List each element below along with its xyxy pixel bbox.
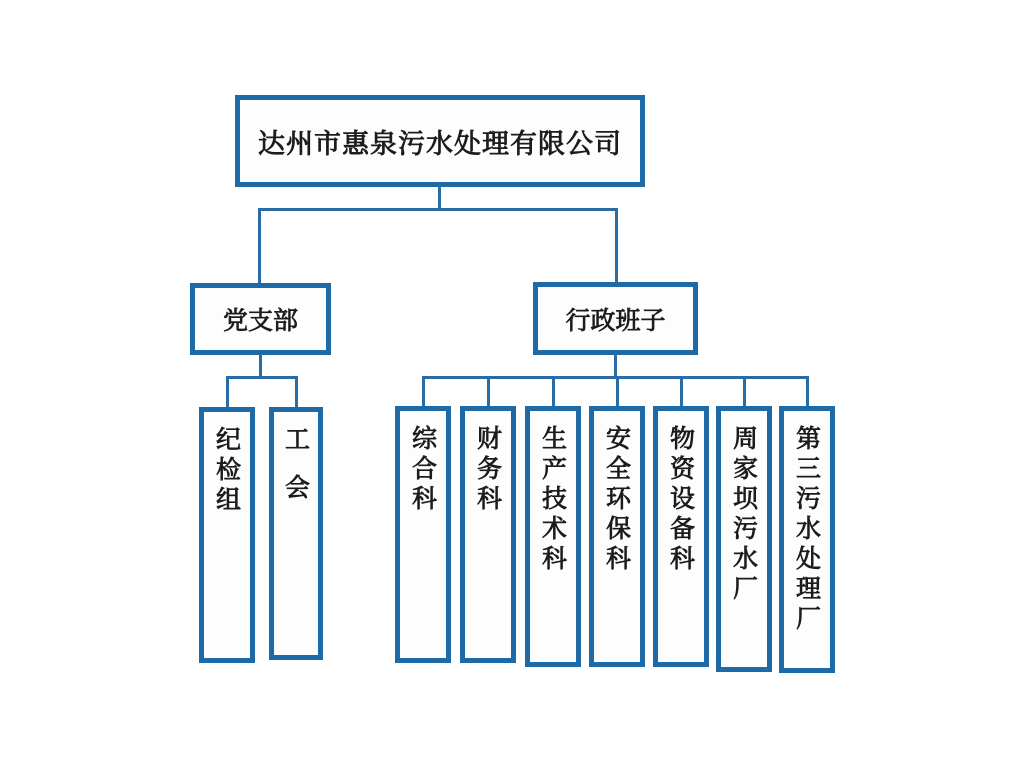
discipline-inspection-label: 纪检组 (212, 426, 242, 516)
org-box-discipline-inspection-group (199, 407, 255, 663)
org-box-admin-team (533, 282, 698, 355)
org-box-labor-union (269, 407, 323, 660)
production-tech-dept-label: 生产技术科 (538, 425, 568, 575)
org-box-company (235, 95, 645, 187)
connector-union-drop (295, 376, 298, 408)
connector-dept4-drop (616, 376, 619, 407)
company-label: 达州市惠泉污水处理有限公司 (258, 128, 622, 160)
connector-dept2-drop (487, 376, 490, 407)
general-dept-label: 综合科 (408, 425, 438, 515)
org-box-third-sewage-treatment-plant (779, 406, 835, 673)
org-box-party-branch (190, 283, 331, 355)
admin-team-label: 行政班子 (565, 305, 666, 335)
org-box-general-dept (395, 406, 451, 663)
labor-union-label: 工会 (281, 426, 311, 522)
connector-dept7-drop (806, 376, 809, 407)
finance-dept-label: 财务科 (473, 425, 503, 515)
party-branch-label: 党支部 (222, 306, 298, 335)
connector-dept5-drop (680, 376, 683, 407)
org-box-safety-environment-dept (589, 406, 645, 667)
safety-environment-dept-label: 安全环保科 (602, 425, 632, 575)
zhoujiaba-sewage-plant-label: 周家坝污水厂 (729, 425, 759, 605)
org-box-materials-equipment-dept (653, 406, 709, 667)
org-box-finance-dept (460, 406, 516, 663)
org-box-production-tech-dept (525, 406, 581, 667)
org-box-zhoujiaba-sewage-plant (716, 406, 772, 672)
connector-discipline-drop (226, 376, 229, 408)
connector-dept1-drop (422, 376, 425, 407)
connector-dept3-drop (552, 376, 555, 407)
connector-party-drop (258, 208, 261, 284)
third-sewage-treatment-plant-label: 第三污水处理厂 (792, 425, 822, 635)
materials-equipment-dept-label: 物资设备科 (666, 425, 696, 575)
connector-admin-drop (615, 208, 618, 283)
connector-dept6-drop (743, 376, 746, 407)
connector-level2-horizontal (258, 208, 618, 211)
connector-root-stub (438, 186, 441, 210)
connector-party-horizontal (226, 376, 298, 379)
